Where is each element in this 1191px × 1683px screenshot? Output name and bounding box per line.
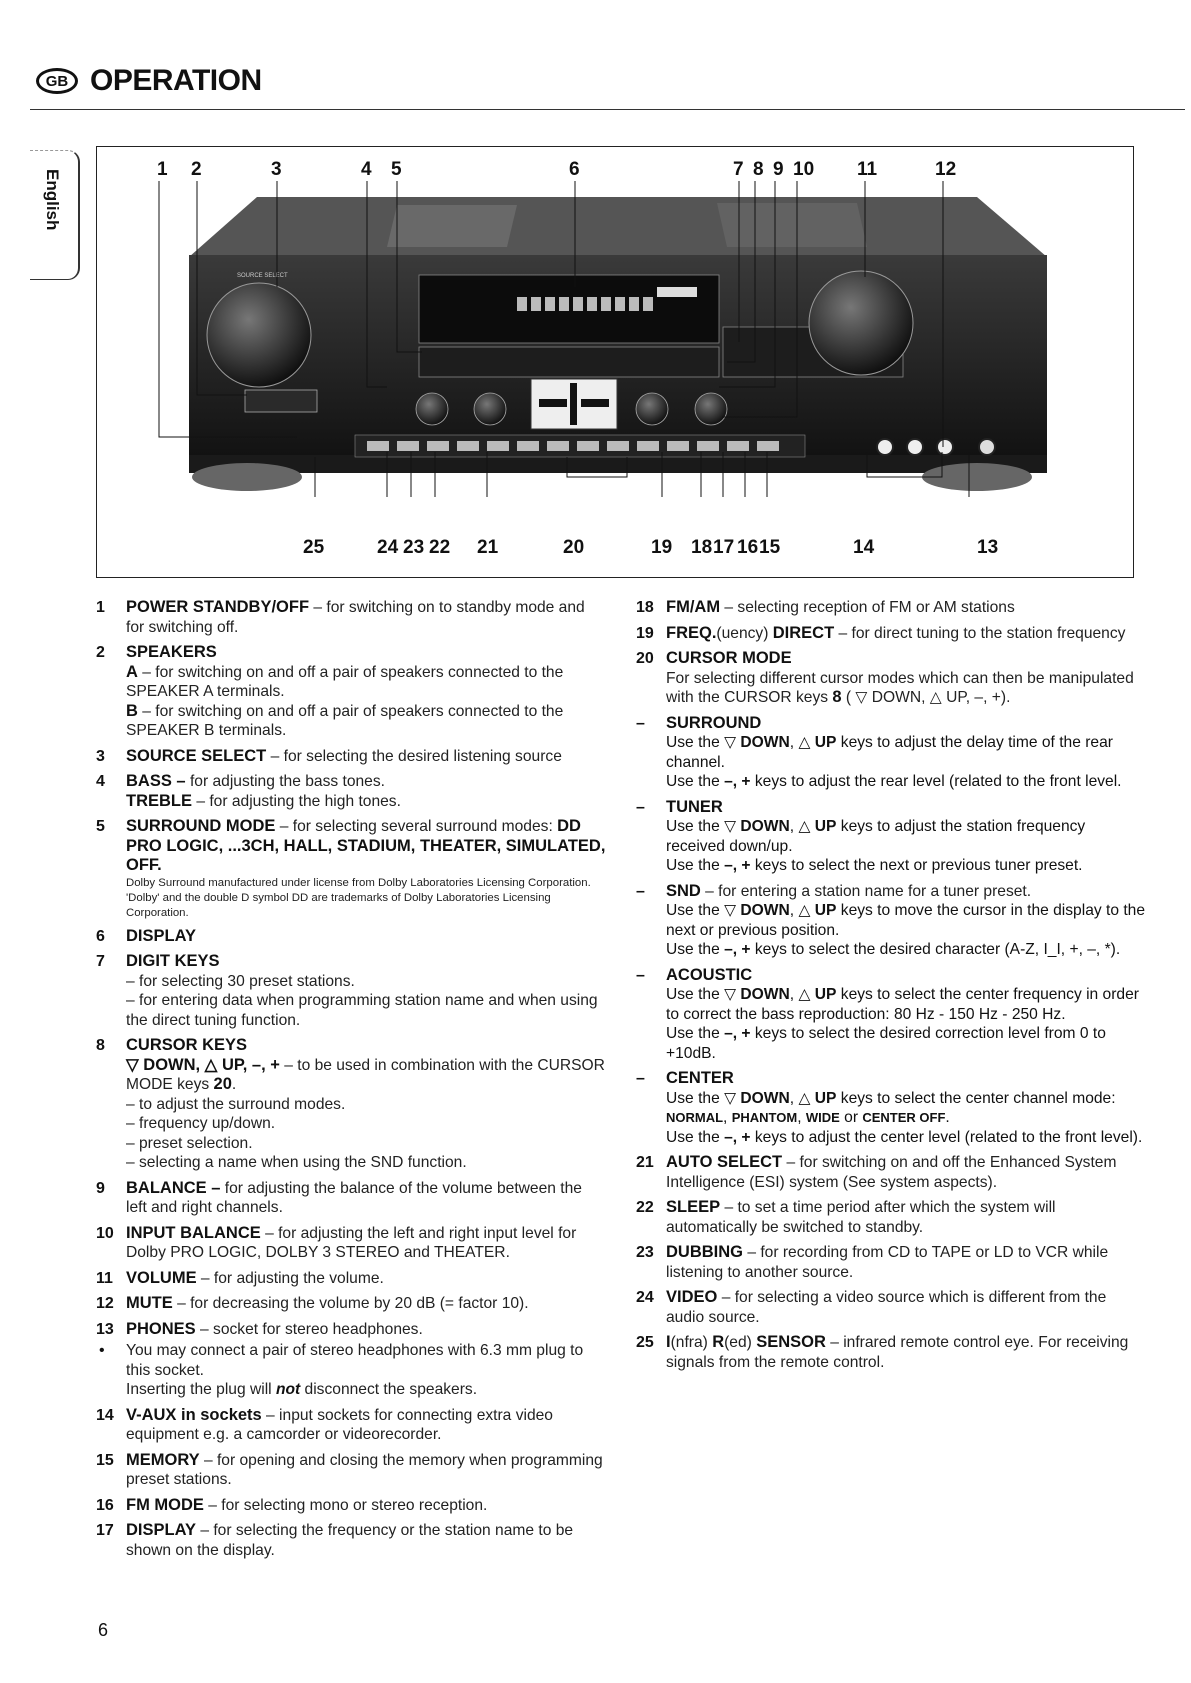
volume-knob <box>809 271 913 375</box>
phones-socket <box>979 439 995 455</box>
list-item: 8 CURSOR KEYS ▽ DOWN, △ UP, –, + – to be used in combination with the CURSOR MODE keys 20. – to adjust the surround modes. – frequency up/down. – preset selection. – selecting a name when using the SND function. <box>96 1036 605 1171</box>
list-item: 23 DUBBING – for recording from CD to TAPE or LD to VCR while listening to another source. <box>636 1243 1109 1281</box>
svg-text:SOURCE SELECT: SOURCE SELECT <box>237 273 288 279</box>
list-item: 12 MUTE – for decreasing the volume by 20 dB (= factor 10). <box>96 1294 529 1312</box>
list-item: 10 INPUT BALANCE – for adjusting the left and right input level for Dolby PRO LOGIC, DOLBY 3 STEREO and THEATER. <box>96 1223 577 1261</box>
list-item-tuner: – TUNER Use the ▽ DOWN, △ UP keys to adjust the station frequency received down/up. Use the –, + keys to select the next or previous tuner preset. <box>636 797 1086 874</box>
list-item: 2 SPEAKERS A – for switching on and off a pair of speakers connected to the SPEAKER A terminals. B – for switching on and off a pair of speakers connected to the SPEAKER B terminals. <box>96 643 564 739</box>
callout-9: 9 <box>773 159 784 180</box>
callout-8: 8 <box>753 159 764 180</box>
receiver-illustration <box>97 147 1133 577</box>
list-item: 19 FREQ.(uency) DIRECT – for direct tuning to the station frequency <box>636 623 1126 642</box>
callout-21: 21 <box>477 537 499 558</box>
callout-7: 7 <box>733 159 744 180</box>
receiver-top <box>189 197 1047 257</box>
list-item: 9 BALANCE – for adjusting the balance of the volume between the left and right channels. <box>96 1178 582 1216</box>
language-tab <box>30 150 80 280</box>
v-aux-socket-left <box>907 439 923 455</box>
callout-25: 25 <box>303 537 325 558</box>
source-select-knob <box>207 283 311 387</box>
list-item-bullet: • You may connect a pair of stereo headphones with 6.3 mm plug to this socket. Inserting the plug will not disconnect the speakers. <box>99 1342 584 1398</box>
balance-knob <box>695 393 727 425</box>
callout-2: 2 <box>191 159 202 180</box>
list-item: 16 FM MODE – for selecting mono or stereo reception. <box>96 1495 488 1514</box>
left-column <box>96 598 606 1566</box>
v-aux-socket-video <box>877 439 893 455</box>
language-tab-label: English <box>43 169 62 231</box>
callout-12: 12 <box>935 159 957 180</box>
v-aux-socket-right <box>937 439 953 455</box>
callout-3: 3 <box>271 159 282 180</box>
list-item: 25 I(nfra) R(ed) SENSOR – infrared remote control eye. For receiving signals from the remote control. <box>636 1333 1129 1371</box>
callout-5: 5 <box>391 159 402 180</box>
bass-knob <box>416 393 448 425</box>
list-item: 11 VOLUME – for adjusting the volume. <box>96 1268 384 1287</box>
speakers-buttons <box>245 390 317 412</box>
right-column <box>636 598 1146 1566</box>
list-item: 5 SURROUND MODE – for selecting several surround modes: DD PRO LOGIC, ...3CH, HALL, STADIUM, THEATER, SIMULATED, OFF. Dolby Surround manufactured under license from Dolby Laboratories Licensing Corporation. 'Dolby' and the double D symbol DD are trademarks of Dolby Laboratories Licensing Corporation. <box>96 817 606 919</box>
callout-22: 22 <box>429 537 451 558</box>
callout-24: 24 <box>377 537 399 558</box>
callout-23: 23 <box>403 537 425 558</box>
list-item: 22 SLEEP – to set a time period after which the system will automatically be switched to standby. <box>636 1198 1056 1236</box>
callout-17: 17 <box>713 537 735 558</box>
list-item: 7 DIGIT KEYS – for selecting 30 preset stations. – for entering data when programming station name and when using the direct tuning function. <box>96 952 598 1029</box>
list-item-acoustic: – ACOUSTIC Use the ▽ DOWN, △ UP keys to select the center frequency in order to correct the bass reproduction: 80 Hz - 150 Hz - 250 Hz. Use the –, + keys to select the desired correction level from 0 to +10dB. <box>636 965 1139 1062</box>
list-item: 18 FM/AM – selecting reception of FM or AM stations <box>636 598 1015 616</box>
header-divider <box>30 109 1185 110</box>
list-item-surround: – SURROUND Use the ▽ DOWN, △ UP keys to adjust the delay time of the rear channel. Use the –, + keys to adjust the rear level (related to the front level. <box>636 713 1122 790</box>
list-item: 14 V-AUX in sockets – input sockets for connecting extra video equipment e.g. a camcorder or videorecorder. <box>96 1405 553 1443</box>
callout-18: 18 <box>691 537 713 558</box>
page-number: 6 <box>98 1620 109 1640</box>
list-item: 3 SOURCE SELECT – for selecting the desired listening source <box>96 746 562 765</box>
list-item: 21 AUTO SELECT – for switching on and off the Enhanced System Intelligence (ESI) system (See system aspects). <box>636 1153 1117 1191</box>
callout-14: 14 <box>853 537 875 558</box>
page-header <box>36 56 262 106</box>
input-balance-knob <box>636 393 668 425</box>
dolby-trademark-note: Dolby Surround manufactured under license from Dolby Laboratories Licensing Corporation. 'Dolby' and the double D symbol DD are trademarks of Dolby Laboratories Licensing Corporation. <box>126 876 591 919</box>
callout-6: 6 <box>569 159 580 180</box>
operation-descriptions <box>96 598 1146 1566</box>
callout-1: 1 <box>157 159 168 180</box>
callout-4: 4 <box>361 159 372 180</box>
list-item-snd: – SND – for entering a station name for a tuner preset. Use the ▽ DOWN, △ UP keys to move the cursor in the display to the next or previous position. Use the –, + keys to select the desired character (A-Z, I_I, +, –, *). <box>636 881 1146 958</box>
callout-15: 15 <box>759 537 781 558</box>
surround-mode-buttons <box>419 347 719 377</box>
list-item-center: – CENTER Use the ▽ DOWN, △ UP keys to select the center channel mode: NORMAL, PHANTOM, WIDE or CENTER OFF. Use the –, + keys to adjust the center level (related to the front level). <box>636 1069 1143 1146</box>
list-item: 13 PHONES – socket for stereo headphones. <box>96 1319 423 1338</box>
receiver-front-panel-figure <box>96 146 1134 578</box>
list-item: 4 BASS – for adjusting the bass tones. TREBLE – for adjusting the high tones. <box>96 772 401 810</box>
list-item: 24 VIDEO – for selecting a video source which is different from the audio source. <box>636 1288 1107 1326</box>
callout-19: 19 <box>651 537 673 558</box>
callout-13: 13 <box>977 537 999 558</box>
list-item: 17 DISPLAY – for selecting the frequency or the station name to be shown on the display. <box>96 1521 574 1559</box>
treble-knob <box>474 393 506 425</box>
list-item: 1 POWER STANDBY/OFF – for switching on to standby mode and for switching off. <box>96 598 585 636</box>
callout-10: 10 <box>793 159 815 180</box>
list-item: 20 CURSOR MODE For selecting different cursor modes which can then be manipulated with the CURSOR keys 8 ( ▽ DOWN, △ UP, –, +). <box>636 649 1134 706</box>
callout-16: 16 <box>737 537 759 558</box>
list-item: 15 MEMORY – for opening and closing the memory when programming preset stations. <box>96 1450 603 1488</box>
page-title: OPERATION <box>90 64 262 97</box>
list-item: 6 DISPLAY <box>96 926 196 945</box>
language-badge: GB <box>36 68 78 94</box>
callout-11: 11 <box>857 159 878 180</box>
callout-20: 20 <box>563 537 585 558</box>
